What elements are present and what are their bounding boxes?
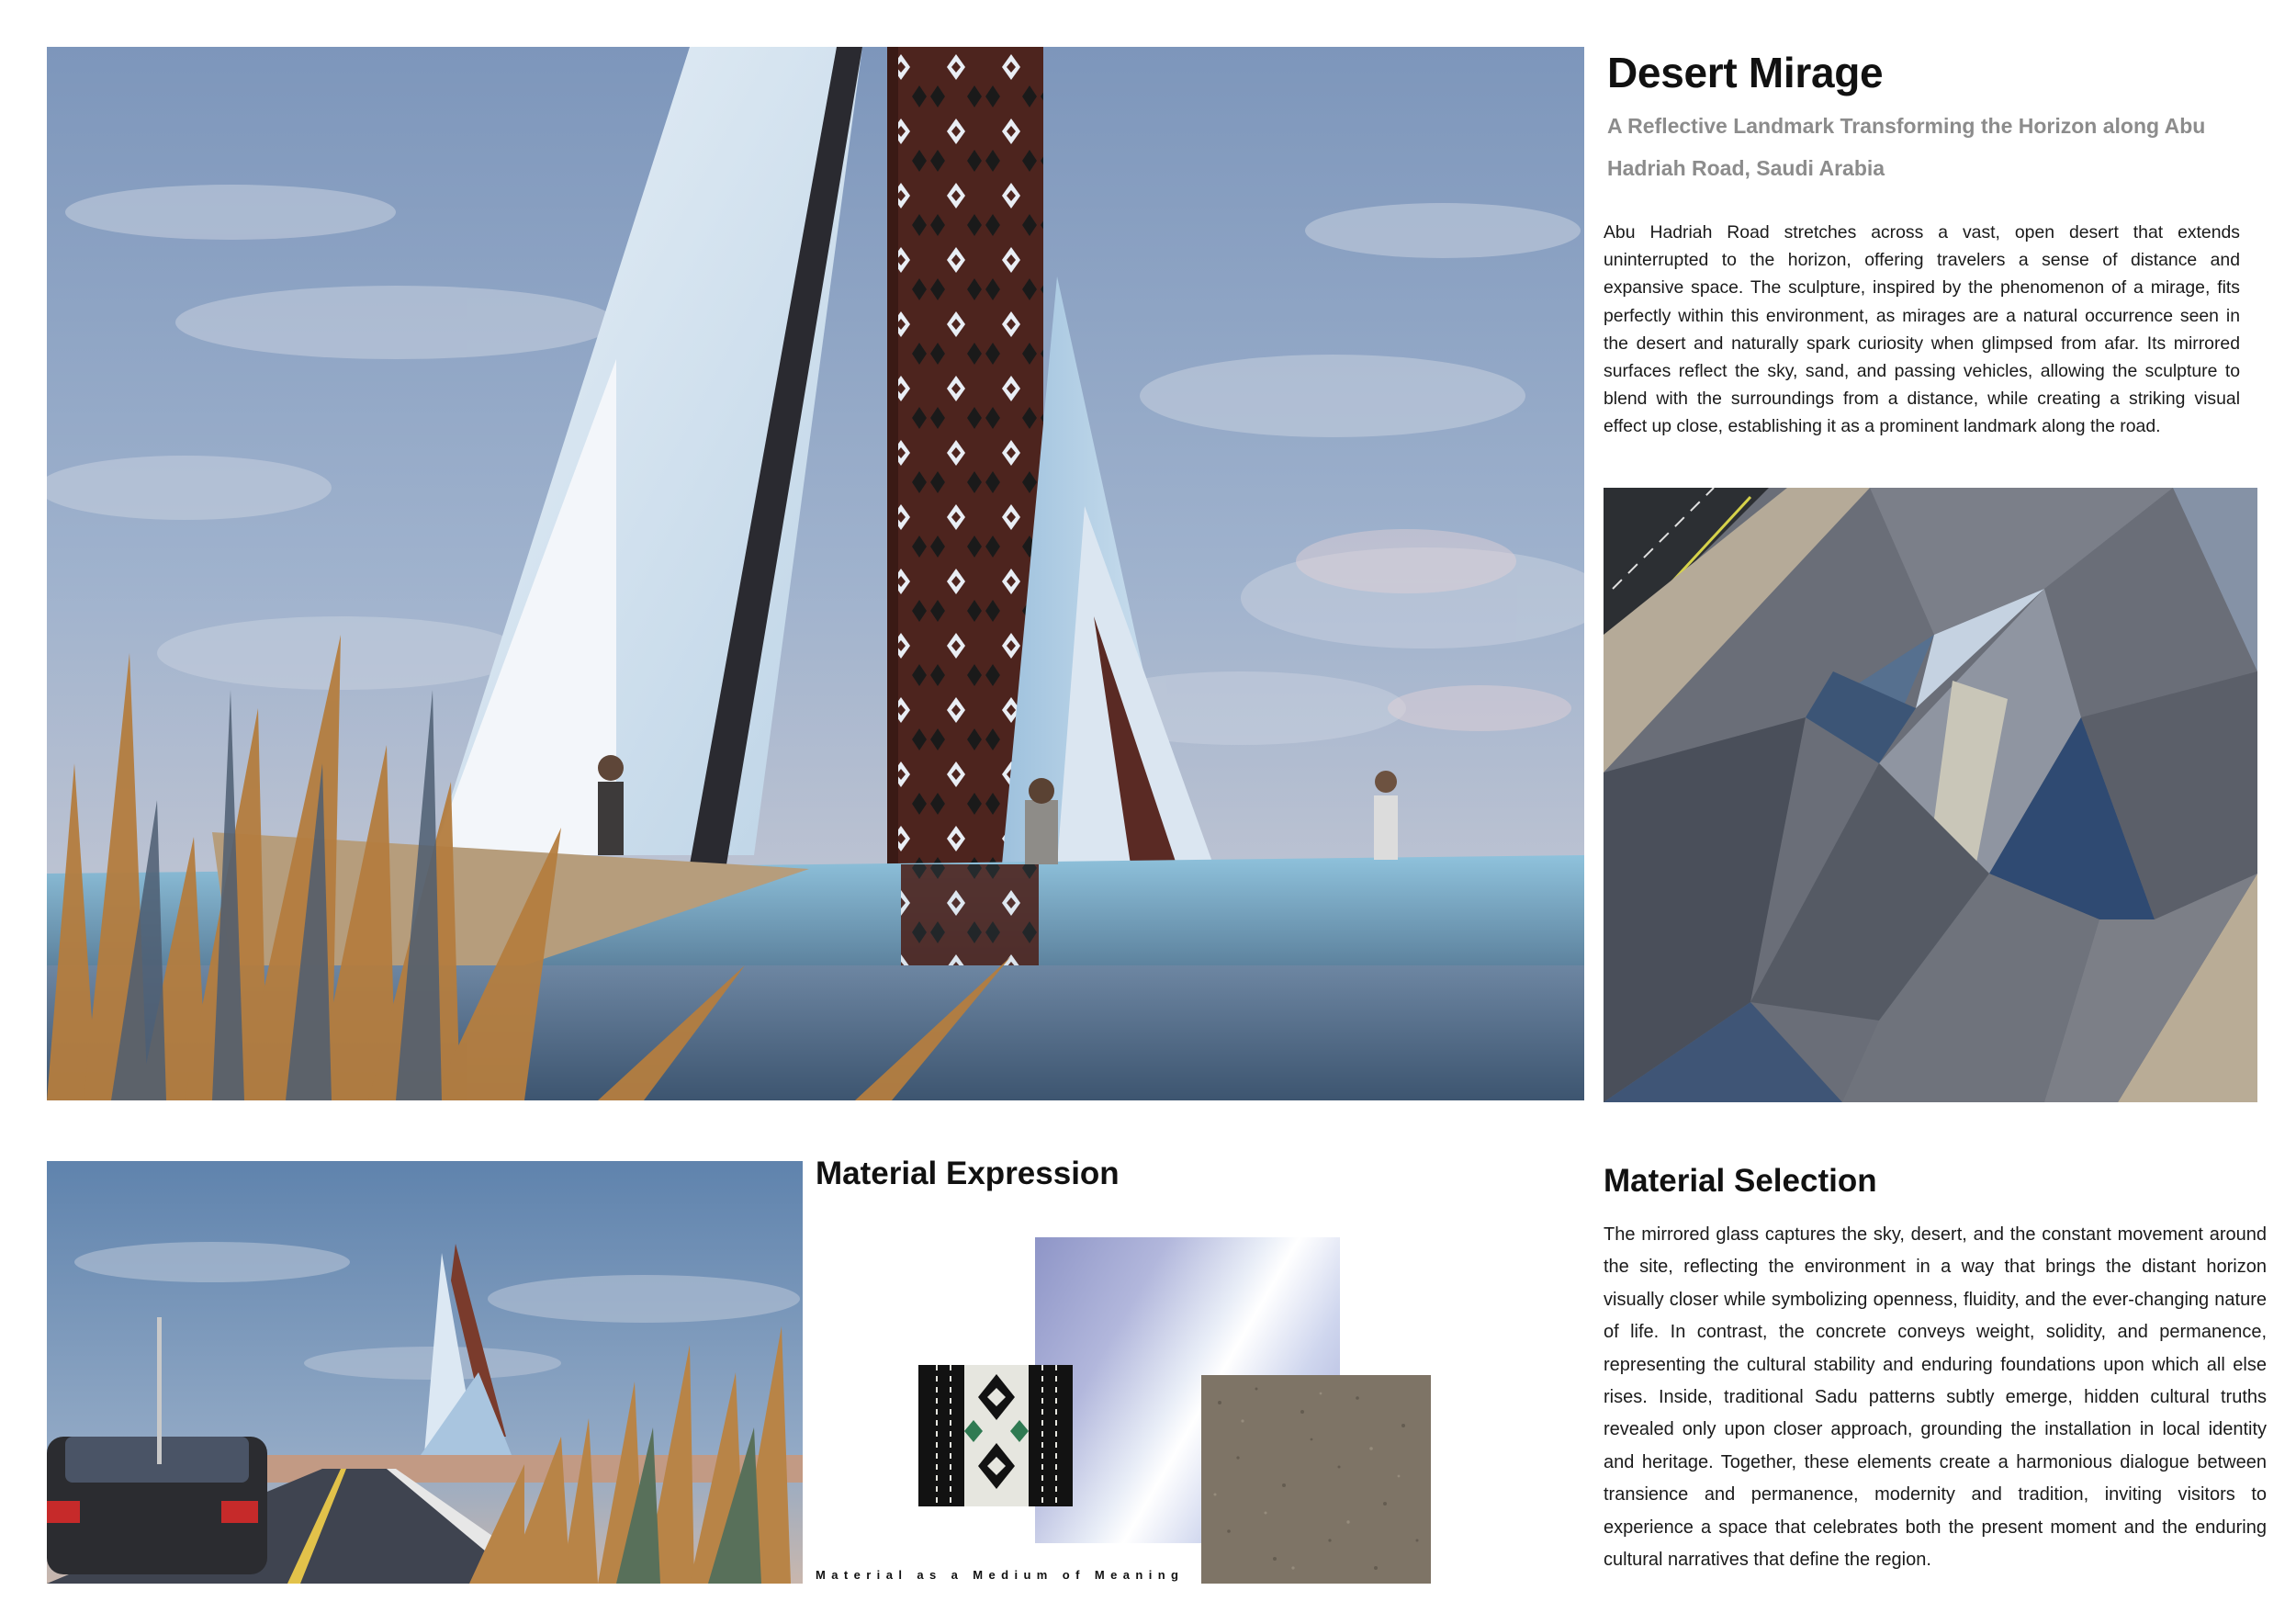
page-subtitle: A Reflective Landmark Transforming the Horizon along Abu Hadriah Road, Saudi Arabia <box>1607 114 2206 180</box>
material-caption: Material as a Medium of Meaning <box>816 1568 1185 1582</box>
page-title: Desert Mirage <box>1607 49 1884 96</box>
sadu-pattern-swatch <box>918 1365 1073 1506</box>
aerial-render-image <box>1604 488 2257 1102</box>
intro-paragraph: Abu Hadriah Road stretches across a vast, open desert that extends uninterrupted to the horizon, offering travelers a sense of distance and expansive space. The sculpture, inspired by the phenomenon of a mirage, fits perfectly within this environment, as mirages are a natural occurrence seen in the desert and naturally spark curiosity when glimpsed from afar. Its mirrored surfaces reflect the sky, sand, and passing vehicles, allowing the sculpture to blend with the surroundings from a distance, while creating a striking visual effect up close, establishing it as a prominent landmark along the road. <box>1604 222 2240 437</box>
material-selection-heading: Material Selection <box>1604 1163 1877 1199</box>
hero-render-image <box>47 47 1584 1100</box>
material-expression-heading: Material Expression <box>816 1156 1120 1191</box>
material-selection-paragraph: The mirrored glass captures the sky, desert, and the constant movement around the site, reflecting the environment in a way that brings the distant horizon visually closer while symbolizing openness, fluidity, and the ever-changing nature of life. In contrast, the concrete conveys weight, solidity, and permanence, representing the cultural stability and enduring foundations upon which all else rises. Inside, traditional Sadu patterns subtly emerge, hidden cultural truths revealed only upon closer approach, grounding the installation in local identity and heritage. Together, these elements create a harmonious dialogue between transience and permanence, modernity and tradition, inviting visitors to experience a space that celebrates both the present moment and the enduring cultural narratives that define the region. <box>1604 1224 2267 1571</box>
road-render-image <box>47 1161 803 1584</box>
concrete-swatch <box>1201 1375 1431 1584</box>
